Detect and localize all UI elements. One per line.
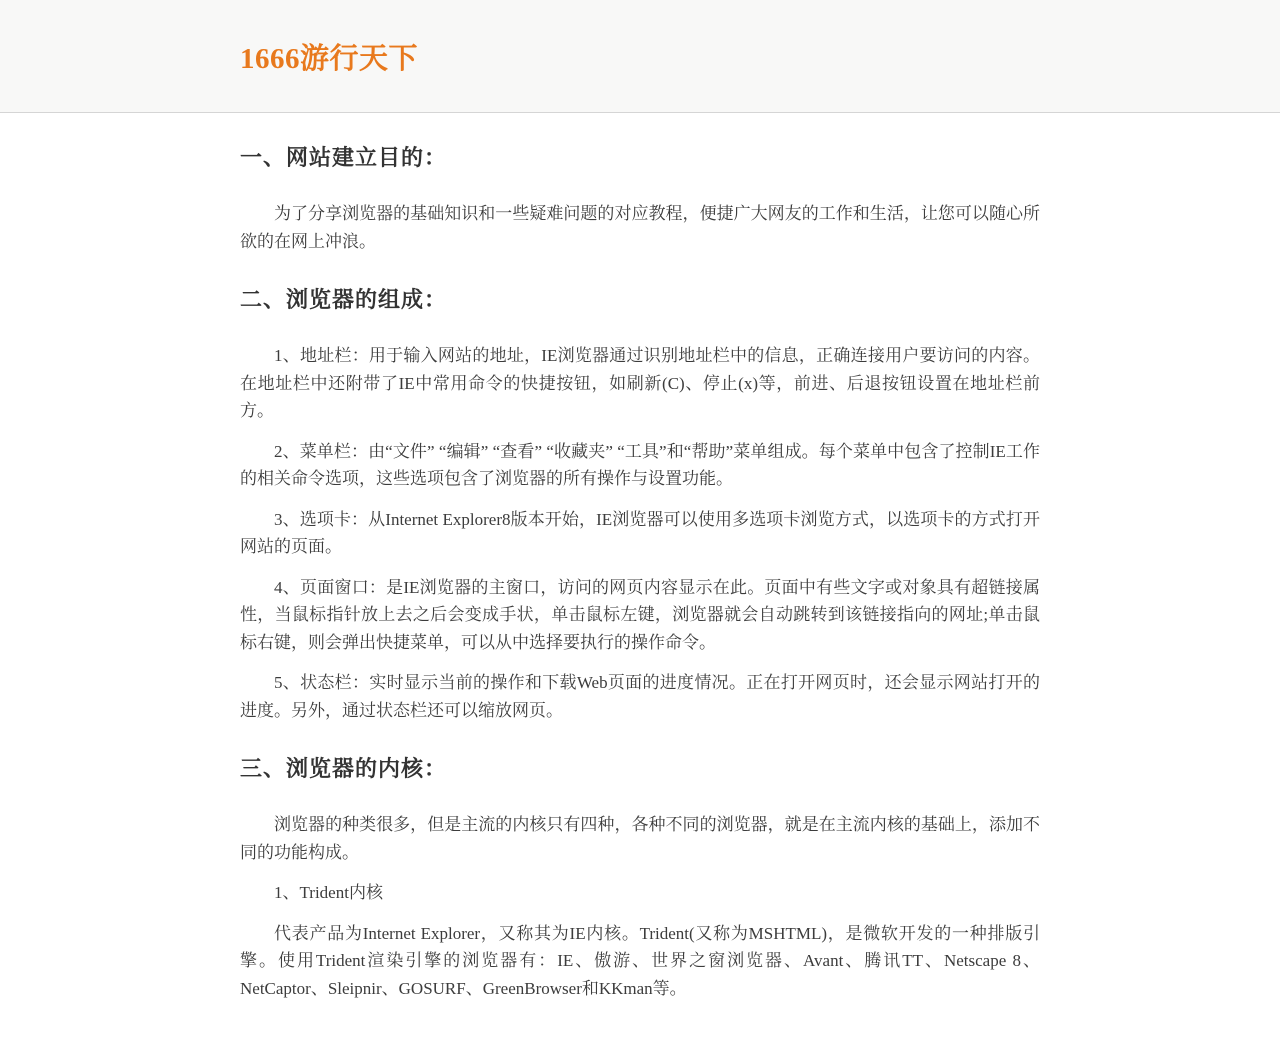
paragraph-trident-detail: 代表产品为Internet Explorer，又称其为IE内核。Trident(又称为MSHTML)，是微软开发的一种排版引擎。使用Trident渲染引擎的浏览器有：IE、傲游、世界之窗浏览器、Avant、腾讯TT、Netscape 8、NetCaptor、Sleipnir、GOSURF、GreenBrowser和KKman等。 [240, 923, 1040, 998]
paragraph-page-window: 4、页面窗口：是IE浏览器的主窗口，访问的网页内容显示在此。页面中有些文字或对象具有超链接属性，当鼠标指针放上去之后会变成手状，单击鼠标左键，浏览器就会自动跳转到该链接指向的网址;单击鼠标右键，则会弹出快捷菜单，可以从中选择要执行的操作命令。 [240, 577, 1040, 652]
header-container [240, 36, 1040, 77]
paragraph-status-bar: 5、状态栏：实时显示当前的操作和下载Web页面的进度情况。正在打开网页时，还会显示网站打开的进度。另外，通过状态栏还可以缩放网页。 [240, 673, 1040, 720]
paragraph-tabs: 3、选项卡：从Internet Explorer8版本开始，IE浏览器可以使用多选项卡浏览方式，以选项卡的方式打开网站的页面。 [240, 509, 1040, 556]
paragraph-trident-subtitle: 1、Trident内核 [274, 883, 383, 902]
section-heading-kernels: 三、浏览器的内核： [240, 756, 448, 781]
site-title[interactable]: 1666游行天下 [240, 42, 419, 75]
paragraph-kernel-intro: 浏览器的种类很多，但是主流的内核只有四种，各种不同的浏览器，就是在主流内核的基础上，添加不同的功能构成。 [240, 815, 1040, 862]
paragraph-purpose: 为了分享浏览器的基础知识和一些疑难问题的对应教程，便捷广大网友的工作和生活，让您可以随心所欲的在网上冲浪。 [240, 204, 1040, 251]
section-heading-components: 二、浏览器的组成： [240, 287, 448, 312]
section-heading-purpose: 一、网站建立目的： [240, 145, 448, 170]
article-content [240, 141, 1040, 1039]
paragraph-menu-bar: 2、菜单栏：由“文件” “编辑” “查看” “收藏夹” “工具”和“帮助”菜单组成。每个菜单中包含了控制IE工作的相关命令选项，这些选项包含了浏览器的所有操作与设置功能。 [240, 441, 1040, 488]
paragraph-address-bar: 1、地址栏：用于输入网站的地址，IE浏览器通过识别地址栏中的信息，正确连接用户要访问的内容。在地址栏中还附带了IE中常用命令的快捷按钮，如刷新(C)、停止(x)等，前进、后退按钮设置在地址栏前方。 [240, 346, 1040, 420]
site-header [0, 0, 1280, 113]
